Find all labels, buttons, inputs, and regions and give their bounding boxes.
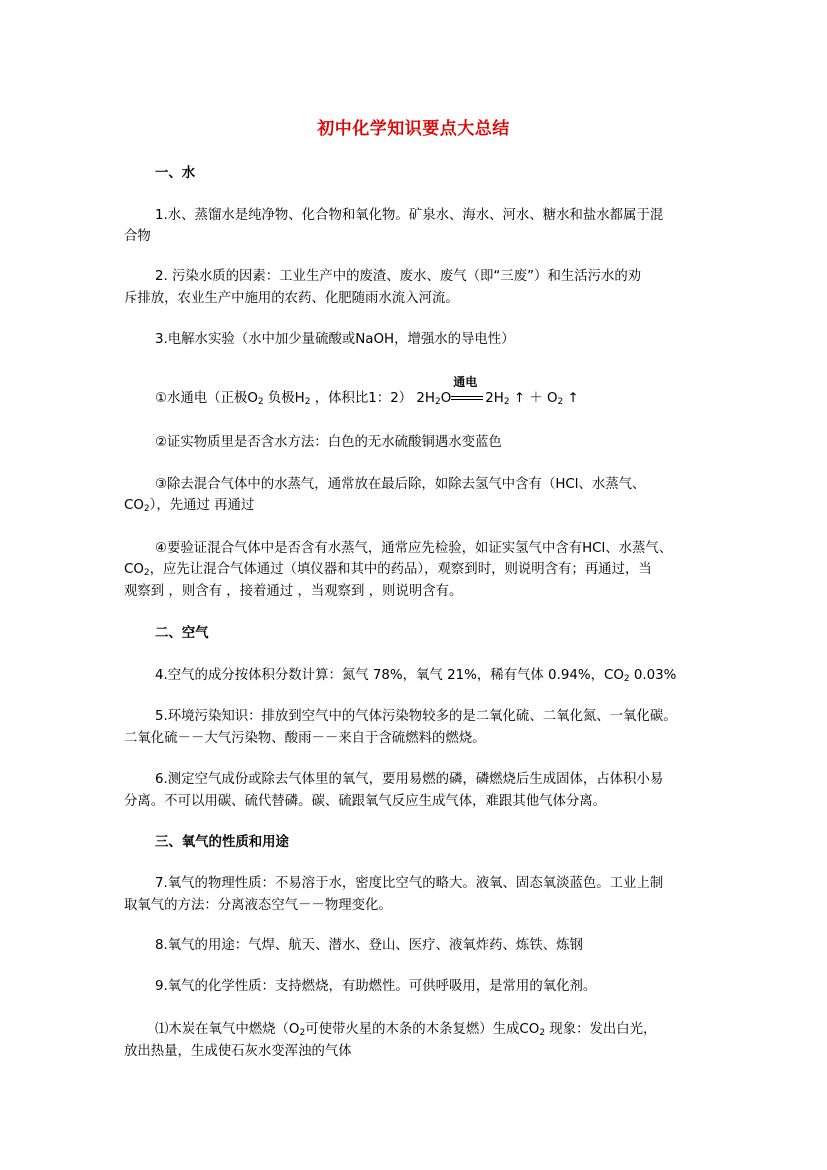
eq-lhs-sub: 2: [434, 397, 441, 407]
paragraph-7-line-1: ④要验证混合气体中是否含有水蒸气，通常应先检验，如证实氢气中含有HCl、水蒸气、: [155, 541, 673, 556]
p91-text-a: ⑴木炭在氧气中燃烧（O: [155, 1022, 300, 1037]
section-heading-water: 一、水: [155, 166, 196, 181]
paragraph-5-line-1: 5.环境污染知识：排放到空气中的气体污染物较多的是二氧化硫、二氧化氮、一氧化碳。: [155, 709, 677, 724]
eq-text-c: ，体积比1：2）: [310, 391, 417, 406]
eq-sub-1: 2: [257, 397, 264, 407]
paragraph-9-1-line-2: 放出热量，生成使石灰水变浑浊的气体: [124, 1044, 352, 1059]
p6-rest: ），先通过 再通过: [149, 498, 255, 513]
eq-rhs-1-sub: 2: [503, 397, 510, 407]
paragraph-7-line-3: 观察到 ，则含有 ，接着通过 ，当观察到 ，则说明含有。: [124, 584, 463, 599]
paragraph-6-air-line-1: 6.测定空气成份或除去气体里的氧气，要用易燃的磷，磷燃烧后生成固体，占体积小易: [155, 772, 664, 787]
p4-co-sub: 2: [623, 674, 630, 684]
paragraph-7-line-2: [124, 561, 652, 582]
paragraph-1-line-2: 合物: [124, 229, 151, 244]
paragraph-7-oxygen-line-1: 7.氧气的物理性质：不易溶于水，密度比空气的略大。液氧、固态氧淡蓝色。工业上制: [155, 876, 664, 891]
eq-text-a: ①水通电（正极O: [155, 391, 258, 406]
p7-co: CO: [124, 562, 144, 577]
eq-rhs-2-sub: 2: [557, 397, 564, 407]
paragraph-6-line-1: ③除去混合气体中的水蒸气，通常放在最后除，如除去氢气中含有（HCl、水蒸气、: [155, 477, 646, 492]
reaction-condition: 通电: [453, 375, 478, 389]
paragraph-7-oxygen-line-2: 取氧气的方法：分离液态空气－－物理变化。: [124, 898, 392, 913]
section-heading-oxygen: 三、氧气的性质和用途: [155, 835, 289, 850]
p91-text-b: 可使带火星的木条的木条复燃）生成CO: [305, 1022, 540, 1037]
eq-sub-2: 2: [304, 397, 311, 407]
p4-text-b: 0.03%: [629, 668, 677, 683]
paragraph-6-air-line-2: 分离。不可以用碳、硫代替磷。碳、硫跟氧气反应生成气体，难跟其他气体分离。: [124, 794, 607, 809]
eq-rhs-2-tail: ↑: [563, 391, 579, 406]
section-heading-air: 二、空气: [155, 626, 209, 641]
p7-co-sub: 2: [143, 568, 150, 578]
p91-sub-2: 2: [539, 1028, 546, 1038]
eq-text-b: 负极H: [263, 391, 305, 406]
paragraph-2-line-1: 2. 污染水质的因素：工业生产中的废渣、废水、废气（即“三废”）和生活污水的劝: [155, 269, 642, 284]
paragraph-6-line-2: [124, 497, 254, 518]
eq-lhs: 2H: [416, 391, 435, 406]
electrolysis-equation-line: [155, 375, 579, 411]
paragraph-8: 8.氧气的用途：气焊、航天、潜水、登山、医疗、液氧炸药、炼铁、炼钢: [155, 938, 583, 953]
paragraph-3: 3.电解水实验（水中加少量硫酸或NaOH，增强水的导电性）: [155, 332, 515, 347]
p91-text-c: 现象：发出白光，: [545, 1022, 657, 1037]
eq-lhs-tail: O: [440, 391, 452, 406]
paragraph-1-line-1: 1.水、蒸馏水是纯净物、化合物和氧化物。矿泉水、海水、河水、糖水和盐水都属于混: [155, 208, 664, 223]
eq-rhs-1: 2H: [485, 391, 504, 406]
paragraph-5-line-2: 二氧化硫－－大气污染物、酸雨－－来自于含硫燃料的燃烧。: [124, 731, 486, 746]
p6-co: CO: [124, 498, 144, 513]
p6-co-sub: 2: [143, 504, 150, 514]
paragraph-4: [155, 667, 676, 688]
paragraph-2-line-2: 斥排放，农业生产中施用的农药、化肥随雨水流入河流。: [124, 291, 459, 306]
document-title: 初中化学知识要点大总结: [317, 119, 510, 139]
reaction-arrow: [451, 375, 485, 408]
paragraph-5: ②证实物质里是否含水方法：白色的无水硫酸铜遇水变蓝色: [155, 435, 502, 450]
p4-text-a: 4.空气的成分按体积分数计算：氮气 78%，氧气 21%，稀有气体 0.94%，CO: [155, 668, 624, 683]
p7-rest: ，应先让混合气体通过（填仪器和其中的药品），观察到时，则说明含有；再通过，当: [149, 562, 652, 577]
eq-rhs-1-tail: ↑ ＋ O: [509, 391, 558, 406]
paragraph-9: 9.氧气的化学性质：支持燃烧，有助燃性。可供呼吸用，是常用的氧化剂。: [155, 979, 597, 994]
paragraph-9-1-line-1: [155, 1021, 656, 1042]
p91-sub-1: 2: [299, 1028, 306, 1038]
